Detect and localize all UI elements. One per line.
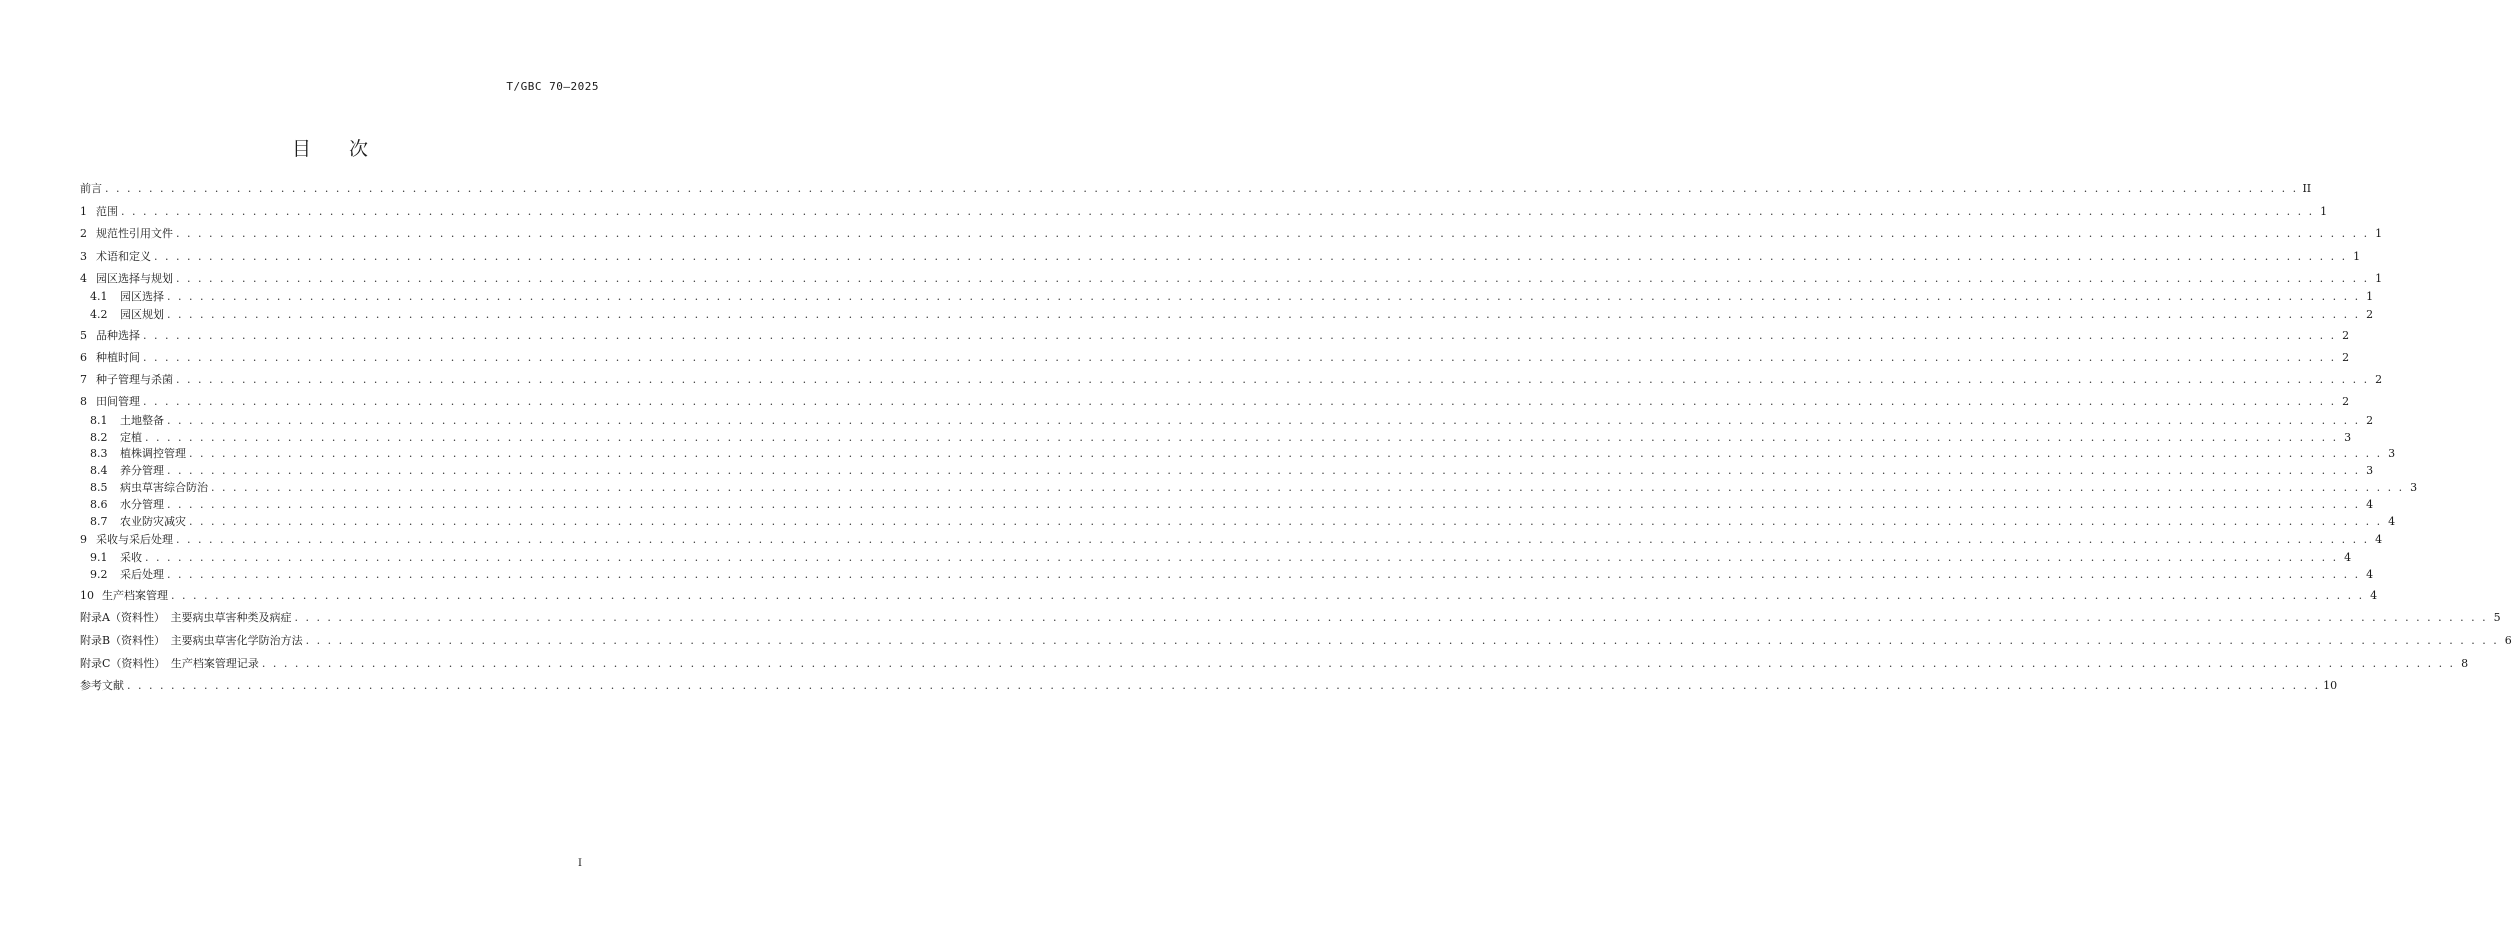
- toc-leader-dots: . . . . . . . . . . . . . . . . . . . . . . . . . . . . . . . . . . . . . . . . . . . . . . . . . . . . . . . . . . . . . . . . . . . . . . . . . . . . . . . . . . . . . . . . . . . . . . . . . . . . . . . . . . . . . . . . . . . . . . . . . . . . . . . . . . . . . . . . . . . . . . . . . . . . . . . . . . . . . . . . . . . . . . . . . . . . . . . . . . . . . . . . . . . . . . . . . . . . . . . .: [176, 227, 2370, 240]
- toc-entry-number: 4: [80, 272, 87, 285]
- toc-leader-dots: . . . . . . . . . . . . . . . . . . . . . . . . . . . . . . . . . . . . . . . . . . . . . . . . . . . . . . . . . . . . . . . . . . . . . . . . . . . . . . . . . . . . . . . . . . . . . . . . . . . . . . . . . . . . . . . . . . . . . . . . . . . . . . . . . . . . . . . . . . . . . . . . . . . . . . . . . . . . . . . . . . . . . . . . . . . . . . . . . . . . . . . . . . . . . . . . . . . . . . . .: [145, 551, 2339, 564]
- toc-entry-label: 定植: [120, 431, 142, 444]
- toc-entry-page: 4: [2388, 515, 2396, 528]
- toc-entry-page: 3: [2410, 481, 2418, 494]
- toc-entry-label: 附录B（资料性） 主要病虫草害化学防治方法: [80, 634, 303, 647]
- toc-entry[interactable]: [80, 565, 2374, 585]
- toc-entry-number: 3: [80, 250, 87, 263]
- toc-leader-dots: . . . . . . . . . . . . . . . . . . . . . . . . . . . . . . . . . . . . . . . . . . . . . . . . . . . . . . . . . . . . . . . . . . . . . . . . . . . . . . . . . . . . . . . . . . . . . . . . . . . . . . . . . . . . . . . . . . . . . . . . . . . . . . . . . . . . . . . . . . . . . . . . . . . . . . . . . . . . . . . . . . . . . . . . . . . . . . . . . . . . . . . . . . . . . . . . . . . . . . . .: [121, 205, 2315, 218]
- toc-entry-label: 种子管理与杀菌: [96, 373, 173, 386]
- toc-title-part1: 目: [291, 138, 313, 160]
- toc-leader-dots: . . . . . . . . . . . . . . . . . . . . . . . . . . . . . . . . . . . . . . . . . . . . . . . . . . . . . . . . . . . . . . . . . . . . . . . . . . . . . . . . . . . . . . . . . . . . . . . . . . . . . . . . . . . . . . . . . . . . . . . . . . . . . . . . . . . . . . . . . . . . . . . . . . . . . . . . . . . . . . . . . . . . . . . . . . . . . . . . . . . . . . . . . . . . . . . . . . . . . . . .: [167, 290, 2361, 303]
- toc-entry-label: 术语和定义: [96, 250, 151, 263]
- toc-entry-label: 田间管理: [96, 395, 140, 408]
- toc-leader-dots: . . . . . . . . . . . . . . . . . . . . . . . . . . . . . . . . . . . . . . . . . . . . . . . . . . . . . . . . . . . . . . . . . . . . . . . . . . . . . . . . . . . . . . . . . . . . . . . . . . . . . . . . . . . . . . . . . . . . . . . . . . . . . . . . . . . . . . . . . . . . . . . . . . . . . . . . . . . . . . . . . . . . . . . . . . . . . . . . . . . . . . . . . . . . . . . . . . . . . . . .: [211, 481, 2405, 494]
- toc-entry[interactable]: [80, 287, 2374, 307]
- toc-entry[interactable]: [80, 202, 2328, 222]
- toc-entry-label: 植株调控管理: [120, 447, 186, 460]
- toc-entry-label: 范围: [96, 205, 118, 218]
- toc-entry-number: 9.1: [90, 551, 108, 564]
- toc-entry[interactable]: [80, 179, 2312, 199]
- toc-entry-label: 附录C（资料性） 生产档案管理记录: [80, 657, 259, 670]
- toc-leader-dots: . . . . . . . . . . . . . . . . . . . . . . . . . . . . . . . . . . . . . . . . . . . . . . . . . . . . . . . . . . . . . . . . . . . . . . . . . . . . . . . . . . . . . . . . . . . . . . . . . . . . . . . . . . . . . . . . . . . . . . . . . . . . . . . . . . . . . . . . . . . . . . . . . . . . . . . . . . . . . . . . . . . . . . . . . . . . . . . . . . . . . . . . . . . . . . . . . . . . . . . .: [167, 498, 2361, 511]
- toc-entry-number: 8.2: [90, 431, 108, 444]
- toc-entry-number: 8.7: [90, 515, 108, 528]
- toc-entry[interactable]: [80, 247, 2361, 267]
- toc-entry-page: 1: [2375, 227, 2383, 240]
- toc-entry-number: 7: [80, 373, 87, 386]
- toc-entry[interactable]: [80, 512, 2396, 532]
- toc-entry-page: 4: [2375, 533, 2383, 546]
- toc-leader-dots: . . . . . . . . . . . . . . . . . . . . . . . . . . . . . . . . . . . . . . . . . . . . . . . . . . . . . . . . . . . . . . . . . . . . . . . . . . . . . . . . . . . . . . . . . . . . . . . . . . . . . . . . . . . . . . . . . . . . . . . . . . . . . . . . . . . . . . . . . . . . . . . . . . . . . . . . . . . . . . . . . . . . . . . . . . . . . . . . . . . . . . . . . . . . . . . . . . . . . . . .: [167, 414, 2361, 427]
- toc-entry-label: 养分管理: [120, 464, 164, 477]
- toc-entry-page: 1: [2375, 272, 2383, 285]
- toc-entry-page: 1: [2353, 250, 2361, 263]
- toc-entry-label: 生产档案管理: [102, 589, 168, 602]
- toc-entry[interactable]: [80, 608, 2501, 628]
- toc-entry-label: 采后处理: [120, 568, 164, 581]
- toc-leader-dots: . . . . . . . . . . . . . . . . . . . . . . . . . . . . . . . . . . . . . . . . . . . . . . . . . . . . . . . . . . . . . . . . . . . . . . . . . . . . . . . . . . . . . . . . . . . . . . . . . . . . . . . . . . . . . . . . . . . . . . . . . . . . . . . . . . . . . . . . . . . . . . . . . . . . . . . . . . . . . . . . . . . . . . . . . . . . . . . . . . . . . . . . . . . . . . . . . . . . . . . .: [145, 431, 2339, 444]
- toc-entry-number: 8.3: [90, 447, 108, 460]
- toc-entry[interactable]: [80, 676, 2338, 696]
- toc-entry-number: 1: [80, 205, 87, 218]
- toc-leader-dots: . . . . . . . . . . . . . . . . . . . . . . . . . . . . . . . . . . . . . . . . . . . . . . . . . . . . . . . . . . . . . . . . . . . . . . . . . . . . . . . . . . . . . . . . . . . . . . . . . . . . . . . . . . . . . . . . . . . . . . . . . . . . . . . . . . . . . . . . . . . . . . . . . . . . . . . . . . . . . . . . . . . . . . . . . . . . . . . . . . . . . . . . . . . . . . . . . . . . . . . .: [261, 657, 2456, 670]
- toc-entry[interactable]: [80, 586, 2378, 606]
- toc-entry-page: 1: [2366, 290, 2374, 303]
- toc-entry-page: 8: [2461, 657, 2469, 670]
- toc-entry-page: 2: [2342, 329, 2350, 342]
- toc-entry-page: II: [2302, 182, 2312, 195]
- toc-entry-label: 病虫草害综合防治: [120, 481, 208, 494]
- toc-entry-number: 8.1: [90, 414, 108, 427]
- toc-leader-dots: . . . . . . . . . . . . . . . . . . . . . . . . . . . . . . . . . . . . . . . . . . . . . . . . . . . . . . . . . . . . . . . . . . . . . . . . . . . . . . . . . . . . . . . . . . . . . . . . . . . . . . . . . . . . . . . . . . . . . . . . . . . . . . . . . . . . . . . . . . . . . . . . . . . . . . . . . . . . . . . . . . . . . . . . . . . . . . . . . . . . . . . . . . . . . . . . . . . . . . . .: [176, 272, 2370, 285]
- toc-leader-dots: . . . . . . . . . . . . . . . . . . . . . . . . . . . . . . . . . . . . . . . . . . . . . . . . . . . . . . . . . . . . . . . . . . . . . . . . . . . . . . . . . . . . . . . . . . . . . . . . . . . . . . . . . . . . . . . . . . . . . . . . . . . . . . . . . . . . . . . . . . . . . . . . . . . . . . . . . . . . . . . . . . . . . . . . . . . . . . . . . . . . . . . . . . . . . . . . . . . . . . . .: [167, 568, 2361, 581]
- toc-entry-page: 1: [2320, 205, 2328, 218]
- toc-entry-label: 采收: [120, 551, 142, 564]
- toc-title-part2: 次: [349, 138, 371, 160]
- toc-entry-label: 园区选择: [120, 290, 164, 303]
- toc-entry-label: 种植时间: [96, 351, 140, 364]
- toc-leader-dots: . . . . . . . . . . . . . . . . . . . . . . . . . . . . . . . . . . . . . . . . . . . . . . . . . . . . . . . . . . . . . . . . . . . . . . . . . . . . . . . . . . . . . . . . . . . . . . . . . . . . . . . . . . . . . . . . . . . . . . . . . . . . . . . . . . . . . . . . . . . . . . . . . . . . . . . . . . . . . . . . . . . . . . . . . . . . . . . . . . . . . . . . . . . . . . . . . . . . . . . .: [294, 611, 2488, 624]
- toc-entry-label: 前言: [80, 182, 102, 195]
- toc-leader-dots: . . . . . . . . . . . . . . . . . . . . . . . . . . . . . . . . . . . . . . . . . . . . . . . . . . . . . . . . . . . . . . . . . . . . . . . . . . . . . . . . . . . . . . . . . . . . . . . . . . . . . . . . . . . . . . . . . . . . . . . . . . . . . . . . . . . . . . . . . . . . . . . . . . . . . . . . . . . . . . . . . . . . . . . . . . . . . . . . . . . . . . . . . . . . . . . . . . . . . . . .: [143, 351, 2337, 364]
- toc-entry[interactable]: [80, 654, 2469, 674]
- toc-entry[interactable]: [80, 631, 2512, 651]
- toc-entry-number: 5: [80, 329, 87, 342]
- toc-entry-number: 8.4: [90, 464, 108, 477]
- page-number: I: [578, 858, 582, 869]
- toc-entry-page: 3: [2344, 431, 2352, 444]
- toc-leader-dots: . . . . . . . . . . . . . . . . . . . . . . . . . . . . . . . . . . . . . . . . . . . . . . . . . . . . . . . . . . . . . . . . . . . . . . . . . . . . . . . . . . . . . . . . . . . . . . . . . . . . . . . . . . . . . . . . . . . . . . . . . . . . . . . . . . . . . . . . . . . . . . . . . . . . . . . . . . . . . . . . . . . . . . . . . . . . . . . . . . . . . . . . . . . . . . . . . . . . . . . .: [143, 329, 2337, 342]
- toc-entry-label: 水分管理: [120, 498, 164, 511]
- toc-leader-dots: . . . . . . . . . . . . . . . . . . . . . . . . . . . . . . . . . . . . . . . . . . . . . . . . . . . . . . . . . . . . . . . . . . . . . . . . . . . . . . . . . . . . . . . . . . . . . . . . . . . . . . . . . . . . . . . . . . . . . . . . . . . . . . . . . . . . . . . . . . . . . . . . . . . . . . . . . . . . . . . . . . . . . . . . . . . . . . . . . . . . . . . . . . . . . . . . . . . . . . . .: [189, 515, 2383, 528]
- toc-leader-dots: . . . . . . . . . . . . . . . . . . . . . . . . . . . . . . . . . . . . . . . . . . . . . . . . . . . . . . . . . . . . . . . . . . . . . . . . . . . . . . . . . . . . . . . . . . . . . . . . . . . . . . . . . . . . . . . . . . . . . . . . . . . . . . . . . . . . . . . . . . . . . . . . . . . . . . . . . . . . . . . . . . . . . . . . . . . . . . . . . . . . . . . . . . . . . . . . . . . . . . . .: [105, 182, 2299, 195]
- toc-entry-page: 4: [2366, 498, 2374, 511]
- toc-entry-label: 规范性引用文件: [96, 227, 173, 240]
- toc-entry[interactable]: [80, 530, 2383, 550]
- toc-entry[interactable]: [80, 392, 2350, 412]
- toc-leader-dots: . . . . . . . . . . . . . . . . . . . . . . . . . . . . . . . . . . . . . . . . . . . . . . . . . . . . . . . . . . . . . . . . . . . . . . . . . . . . . . . . . . . . . . . . . . . . . . . . . . . . . . . . . . . . . . . . . . . . . . . . . . . . . . . . . . . . . . . . . . . . . . . . . . . . . . . . . . . . . . . . . . . . . . . . . . . . . . . . . . . . . . . . . . . . . . . . . . . . . . . .: [143, 395, 2337, 408]
- toc-title: [0, 134, 662, 161]
- toc-entry-page: 2: [2366, 308, 2374, 321]
- toc-leader-dots: . . . . . . . . . . . . . . . . . . . . . . . . . . . . . . . . . . . . . . . . . . . . . . . . . . . . . . . . . . . . . . . . . . . . . . . . . . . . . . . . . . . . . . . . . . . . . . . . . . . . . . . . . . . . . . . . . . . . . . . . . . . . . . . . . . . . . . . . . . . . . . . . . . . . . . . . . . . . . . . . . . . . . . . . . . . . . . . . . . . . . . . . . . . . . . . . . . . . . . . .: [154, 250, 2348, 263]
- toc-entry-page: 3: [2366, 464, 2374, 477]
- toc-entry-label: 园区选择与规划: [96, 272, 173, 285]
- toc-entry-page: 5: [2493, 611, 2501, 624]
- toc-leader-dots: . . . . . . . . . . . . . . . . . . . . . . . . . . . . . . . . . . . . . . . . . . . . . . . . . . . . . . . . . . . . . . . . . . . . . . . . . . . . . . . . . . . . . . . . . . . . . . . . . . . . . . . . . . . . . . . . . . . . . . . . . . . . . . . . . . . . . . . . . . . . . . . . . . . . . . . . . . . . . . . . . . . . . . . . . . . . . . . . . . . . . . . . . . . . . . . . . . . . . . . .: [305, 634, 2499, 647]
- toc-entry-number: 4.1: [90, 290, 108, 303]
- toc-entry[interactable]: [80, 348, 2350, 368]
- toc-leader-dots: . . . . . . . . . . . . . . . . . . . . . . . . . . . . . . . . . . . . . . . . . . . . . . . . . . . . . . . . . . . . . . . . . . . . . . . . . . . . . . . . . . . . . . . . . . . . . . . . . . . . . . . . . . . . . . . . . . . . . . . . . . . . . . . . . . . . . . . . . . . . . . . . . . . . . . . . . . . . . . . . . . . . . . . . . . . . . . . . . . . . . . . . . . . . . . . . . . . . . . . .: [167, 464, 2361, 477]
- toc-entry-page: 2: [2366, 414, 2374, 427]
- toc-entry-label: 采收与采后处理: [96, 533, 173, 546]
- toc-entry-page: 2: [2375, 373, 2383, 386]
- toc-entry[interactable]: [80, 224, 2383, 244]
- toc-leader-dots: . . . . . . . . . . . . . . . . . . . . . . . . . . . . . . . . . . . . . . . . . . . . . . . . . . . . . . . . . . . . . . . . . . . . . . . . . . . . . . . . . . . . . . . . . . . . . . . . . . . . . . . . . . . . . . . . . . . . . . . . . . . . . . . . . . . . . . . . . . . . . . . . . . . . . . . . . . . . . . . . . . . . . . . . . . . . . . . . . . . . . . . . . . . . . . . . . . . . . . . .: [176, 533, 2370, 546]
- toc-entry-page: 2: [2342, 351, 2350, 364]
- toc-entry[interactable]: [80, 269, 2383, 289]
- toc-entry-number: 6: [80, 351, 87, 364]
- toc-entry-number: 8.6: [90, 498, 108, 511]
- toc-entry-page: 4: [2344, 551, 2352, 564]
- toc-entry-page: 2: [2342, 395, 2350, 408]
- toc-leader-dots: . . . . . . . . . . . . . . . . . . . . . . . . . . . . . . . . . . . . . . . . . . . . . . . . . . . . . . . . . . . . . . . . . . . . . . . . . . . . . . . . . . . . . . . . . . . . . . . . . . . . . . . . . . . . . . . . . . . . . . . . . . . . . . . . . . . . . . . . . . . . . . . . . . . . . . . . . . . . . . . . . . . . . . . . . . . . . . . . . . . . . . . . . . . . . . . . . . . . . . . .: [176, 373, 2370, 386]
- toc-entry-label: 附录A（资料性） 主要病虫草害种类及病症: [80, 611, 292, 624]
- toc-entry-number: 10: [80, 589, 94, 602]
- toc-entry-page: 4: [2366, 568, 2374, 581]
- toc-entry-label: 园区规划: [120, 308, 164, 321]
- toc-entry[interactable]: [80, 370, 2383, 390]
- toc-entry-number: 9.2: [90, 568, 108, 581]
- toc-leader-dots: . . . . . . . . . . . . . . . . . . . . . . . . . . . . . . . . . . . . . . . . . . . . . . . . . . . . . . . . . . . . . . . . . . . . . . . . . . . . . . . . . . . . . . . . . . . . . . . . . . . . . . . . . . . . . . . . . . . . . . . . . . . . . . . . . . . . . . . . . . . . . . . . . . . . . . . . . . . . . . . . . . . . . . . . . . . . . . . . . . . . . . . . . . . . . . . . . . . . . . . .: [167, 308, 2361, 321]
- toc-entry-page: 4: [2370, 589, 2378, 602]
- toc-entry-number: 2: [80, 227, 87, 240]
- toc-entry-page: 6: [2504, 634, 2512, 647]
- toc-leader-dots: . . . . . . . . . . . . . . . . . . . . . . . . . . . . . . . . . . . . . . . . . . . . . . . . . . . . . . . . . . . . . . . . . . . . . . . . . . . . . . . . . . . . . . . . . . . . . . . . . . . . . . . . . . . . . . . . . . . . . . . . . . . . . . . . . . . . . . . . . . . . . . . . . . . . . . . . . . . . . . . . . . . . . . . . . . . . . . . . . . . . . . . . . . . . . . . . . . . . . . . .: [189, 447, 2383, 460]
- toc-entry[interactable]: [80, 326, 2350, 346]
- toc-entry-page: 10: [2323, 679, 2338, 692]
- toc-entry-label: 参考文献: [80, 679, 124, 692]
- toc-entry-number: 8.5: [90, 481, 108, 494]
- toc-entry-page: 3: [2388, 447, 2396, 460]
- toc-entry-number: 9: [80, 533, 87, 546]
- toc-leader-dots: . . . . . . . . . . . . . . . . . . . . . . . . . . . . . . . . . . . . . . . . . . . . . . . . . . . . . . . . . . . . . . . . . . . . . . . . . . . . . . . . . . . . . . . . . . . . . . . . . . . . . . . . . . . . . . . . . . . . . . . . . . . . . . . . . . . . . . . . . . . . . . . . . . . . . . . . . . . . . . . . . . . . . . . . . . . . . . . . . . . . . . . . . . . . . . . . . . . . . . . .: [127, 679, 2321, 692]
- toc-entry-number: 8: [80, 395, 87, 408]
- toc-entry-label: 农业防灾减灾: [120, 515, 186, 528]
- toc-entry-label: 品种选择: [96, 329, 140, 342]
- toc-entry[interactable]: [80, 305, 2374, 325]
- document-code: T/GBC 70—2025: [506, 80, 599, 93]
- toc-entry-label: 土地整备: [120, 414, 164, 427]
- toc-leader-dots: . . . . . . . . . . . . . . . . . . . . . . . . . . . . . . . . . . . . . . . . . . . . . . . . . . . . . . . . . . . . . . . . . . . . . . . . . . . . . . . . . . . . . . . . . . . . . . . . . . . . . . . . . . . . . . . . . . . . . . . . . . . . . . . . . . . . . . . . . . . . . . . . . . . . . . . . . . . . . . . . . . . . . . . . . . . . . . . . . . . . . . . . . . . . . . . . . . . . . . . .: [171, 589, 2365, 602]
- toc-entry-number: 4.2: [90, 308, 108, 321]
